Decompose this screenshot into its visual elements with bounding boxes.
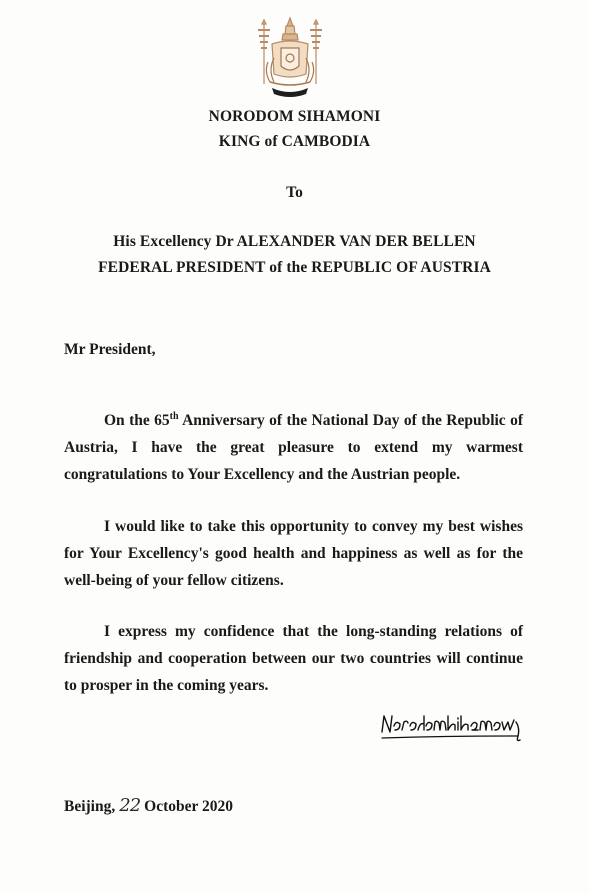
sender-title: KING of CAMBODIA xyxy=(218,133,371,150)
paragraph-1-rest: Anniversary of the National Day of the Republic of Austria, I have the great pleasure to extend my warmest congratulations to Your Excellency and the Austrian people. xyxy=(64,412,524,483)
address-to: To xyxy=(286,184,303,201)
paragraph-2: I would like to take this opportunity to convey my best wishes for Your Excellency's good health and happiness as well as for the well-being of your fellow citizens. xyxy=(64,518,523,589)
date-month-year: October 2020 xyxy=(144,798,233,815)
recipient-title: FEDERAL PRESIDENT of the REPUBLIC OF AUSTRIA xyxy=(98,259,491,276)
date-line xyxy=(64,795,233,816)
sender-name: NORODOM SIHAMONI xyxy=(208,108,381,125)
date-place: Beijing, xyxy=(64,798,116,815)
royal-arms-of-cambodia-icon xyxy=(250,14,330,100)
paragraph-1 xyxy=(64,407,523,488)
handwritten-day: 22 xyxy=(119,795,141,816)
ordinal-suffix: th xyxy=(169,410,179,422)
handwritten-signature xyxy=(378,710,528,744)
paragraph-3: I express my confidence that the long-standing relations of friendship and cooperation between our two countries will continue to prosper in the coming years. xyxy=(64,623,523,694)
salutation: Mr President, xyxy=(64,341,156,358)
recipient-name: His Excellency Dr ALEXANDER VAN DER BELLEN xyxy=(113,233,476,250)
paragraph-1-start: On the 65 xyxy=(104,412,170,429)
